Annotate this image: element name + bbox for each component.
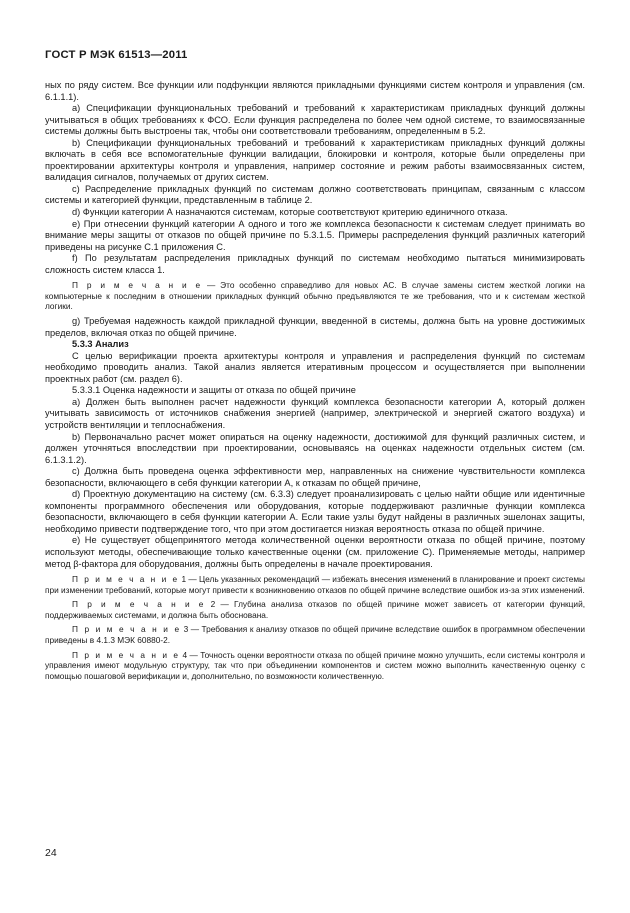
paragraph-item-c: c) Распределение прикладных функций по системам должно соответствовать принципам, связанным с классом системы и категорией функции, представленным в таблице 2. xyxy=(45,183,585,206)
note-text: 1 — Цель указанных рекомендаций — избежать внесения изменений в планирование и проект системы при изменении требований, которые могут привести к возникновению отказов по общей причине вследствие ошибок из-за этих изменений. xyxy=(45,574,585,595)
paragraph-item-a: a) Спецификации функциональных требований и требований к характеристикам прикладных функций должны учитываться в общих требованиях к ФСО. Если функция распределена по более чем одной системе, то взаимосвязанные системы должны быть выстроены так, чтобы они соответствовали требованиям, определенным в 5.2. xyxy=(45,103,585,137)
paragraph-item-a: a) Должен быть выполнен расчет надежности функций комплекса безопасности категории А, который должен учитывать зависимость от источников снабжения энергией (например, электрической и энергией сжатого воздуха) и устройств вентиляции и теплоснабжения. xyxy=(45,396,585,430)
note-label: П р и м е ч а н и е xyxy=(72,574,180,585)
paragraph-item-c: c) Должна быть проведена оценка эффективности мер, направленных на снижение чувствительности комплекса безопасности, включающего в себя функции категории А, к отказам по общей причине, xyxy=(45,466,585,488)
note xyxy=(45,574,585,595)
paragraph-item-b: b) Первоначально расчет может опираться на оценку надежности, достижимой для функций различных систем, и должен уточняться впоследствии при проектировании, основываясь на оценках надежности отдельных систем (см. 6.1.3.1.2). xyxy=(45,431,585,465)
note-text: — Это особенно справедливо для новых АС. В случае замены систем жесткой логики на компьютерные к последним в отношении прикладных функций обычно предъявляются те же требования, что и к системам жесткой логики. xyxy=(45,280,586,312)
paragraph-item-e: e) Не существует общепринятого метода количественной оценки вероятности отказа по общей причине, поэтому используют методы, обеспечивающие только качественные оценки (см. приложение С). Применяемые методы, например метод β-фактора для оборудования, должны быть определены в начале проектирования. xyxy=(45,535,585,569)
note-label: П р и м е ч а н и е xyxy=(72,599,206,610)
note xyxy=(45,280,585,312)
section-heading: 5.3.3 Анализ xyxy=(72,339,129,350)
note xyxy=(45,599,585,620)
document-header: ГОСТ Р МЭК 61513—2011 xyxy=(45,49,188,61)
page-number: 24 xyxy=(45,847,57,859)
note-label: П р и м е ч а н и е xyxy=(72,624,182,635)
note xyxy=(45,624,585,645)
paragraph-item-e: e) При отнесении функций категории А одного и того же комплекса безопасности к системам следует принимать во внимание меры защиты от отказов по общей причине по 5.3.1.5. Примеры распределения функций различных категорий приведены на рисунке С.1 приложения С. xyxy=(45,218,585,252)
paragraph-item-d: d) Функции категории А назначаются системам, которые соответствуют критерию единичного отказа. xyxy=(72,207,508,218)
subsection-heading: 5.3.3.1 Оценка надежности и защиты от отказа по общей причине xyxy=(72,385,356,396)
paragraph-item-g: g) Требуемая надежность каждой прикладной функции, введенной в системы, должна быть на уровне достижимых пределов, включая отказ по общей причине. xyxy=(45,316,585,338)
note-text: 2 — Глубина анализа отказов по общей причине может зависеть от категории функций, поддерживаемых системами, и должна быть обоснована. xyxy=(45,599,586,620)
paragraph-item-b: b) Спецификации функциональных требований и требований к характеристикам прикладных функций должны включать в себя все вспомогательные функции валидации, блокировки и контроля, которые были определены при проектировании архитектуры контроля и управления, например состояние и режим работы взаимосвязанных систем, валидация сигналов, получаемых от других систем. xyxy=(45,137,585,183)
note-label: П р и м е ч а н и е xyxy=(72,649,181,660)
paragraph: ных по ряду систем. Все функции или подфункции являются прикладными функциями систем контроля и управления (см. 6.1.1.1). xyxy=(45,80,585,102)
note-label: П р и м е ч а н и е xyxy=(72,280,203,291)
note-text: 3 — Требования к анализу отказов по общей причине вследствие ошибок в программном обеспечении приведены в 4.1.3 МЭК 60880-2. xyxy=(45,624,585,646)
paragraph-item-d: d) Проектную документацию на систему (см. 6.3.3) следует проанализировать с целью найти общие или идентичные компоненты программного обеспечения или оборудования, которые поддерживают различные функции комплекса безопасности, включающего в себя функции категории А. Если такие узлы будут найдены в различных эшелонах защиты, необходимо привести подтверждение того, что при этом достигается низкая вероятность отказа по общей причине. xyxy=(45,489,585,534)
paragraph: С целью верификации проекта архитектуры контроля и управления и распределения функций по системам необходимо проводить анализ. Такой анализ является итеративным процессом и осуществляется при выполнении проектных работ (см. раздел 6). xyxy=(45,350,585,384)
note-text: 4 — Точность оценки вероятности отказа по общей причине можно улучшить, если системы контроля и управления имеют модульную структуру, так что при объединении компонентов и систем можно выполнить качественную оценку с помощью пошаговой верификации и, дополнительно, по возможности количественную. xyxy=(45,649,585,681)
paragraph-item-f: f) По результатам распределения прикладных функций по системам необходимо пытаться минимизировать сложность систем класса 1. xyxy=(45,253,585,275)
document-body xyxy=(45,80,585,685)
note xyxy=(45,650,585,682)
